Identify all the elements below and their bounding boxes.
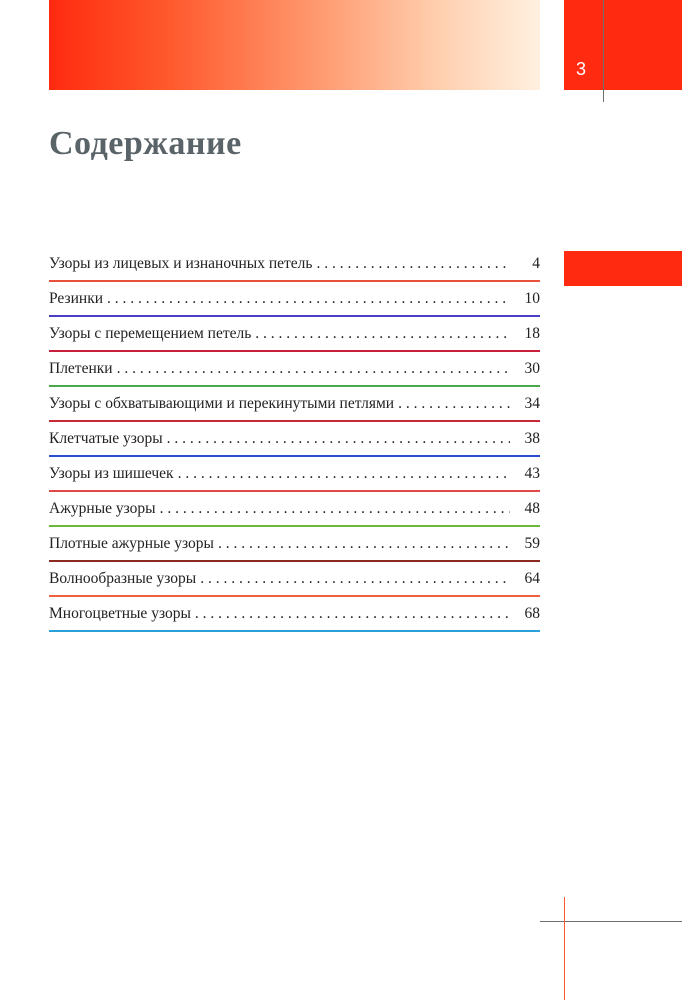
toc-leader-dots — [117, 359, 510, 379]
toc-entry-page: 64 — [524, 570, 540, 587]
toc-entry[interactable] — [49, 317, 540, 352]
toc-entry[interactable] — [49, 492, 540, 527]
toc-entry-page: 68 — [524, 605, 540, 622]
header-gradient-band — [49, 0, 540, 90]
toc-entry-page: 4 — [532, 255, 540, 272]
toc-entry-page: 38 — [524, 430, 540, 447]
toc-leader-dots — [195, 604, 510, 624]
toc-entry-label: Ажурные узоры — [49, 500, 156, 517]
toc-entry-page: 34 — [524, 395, 540, 412]
bottom-divider-line — [540, 921, 682, 922]
toc-entry[interactable] — [49, 387, 540, 422]
table-of-contents — [49, 247, 540, 632]
toc-entry-label: Многоцветные узоры — [49, 605, 191, 622]
toc-entry[interactable] — [49, 282, 540, 317]
page-title: Содержание — [49, 125, 242, 162]
bottom-vertical-line — [564, 897, 565, 1000]
toc-leader-dots — [398, 394, 510, 414]
toc-leader-dots — [218, 534, 510, 554]
toc-entry[interactable] — [49, 527, 540, 562]
toc-entry-label: Клетчатые узоры — [49, 430, 163, 447]
toc-entry-label: Узоры с обхватывающими и перекинутыми петлями — [49, 395, 395, 412]
toc-leader-dots — [255, 324, 510, 344]
toc-entry-page: 18 — [524, 325, 540, 342]
toc-entry[interactable] — [49, 352, 540, 387]
toc-leader-dots — [200, 569, 510, 589]
toc-leader-dots — [107, 289, 510, 309]
toc-entry-page: 30 — [524, 360, 540, 377]
toc-entry-label: Плетенки — [49, 360, 113, 377]
side-marker-tab — [564, 251, 682, 286]
toc-leader-dots — [316, 254, 510, 274]
toc-entry-page: 43 — [524, 465, 540, 482]
toc-entry[interactable] — [49, 562, 540, 597]
toc-entry-page: 10 — [524, 290, 540, 307]
toc-entry-label: Узоры с перемещением петель — [49, 325, 252, 342]
toc-entry[interactable] — [49, 422, 540, 457]
toc-entry-label: Узоры из лицевых и изнаночных петель — [49, 255, 313, 272]
page-number: 3 — [576, 59, 587, 79]
toc-entry[interactable] — [49, 247, 540, 282]
toc-entry-page: 48 — [524, 500, 540, 517]
toc-leader-dots — [160, 499, 510, 519]
toc-entry-page: 59 — [524, 535, 540, 552]
toc-entry[interactable] — [49, 597, 540, 632]
toc-entry-label: Плотные ажурные узоры — [49, 535, 214, 552]
toc-leader-dots — [167, 429, 510, 449]
toc-entry[interactable] — [49, 457, 540, 492]
toc-leader-dots — [178, 464, 510, 484]
toc-entry-label: Волнообразные узоры — [49, 570, 197, 587]
toc-entry-label: Узоры из шишечек — [49, 465, 174, 482]
top-divider-line — [603, 0, 604, 102]
toc-entry-label: Резинки — [49, 290, 104, 307]
